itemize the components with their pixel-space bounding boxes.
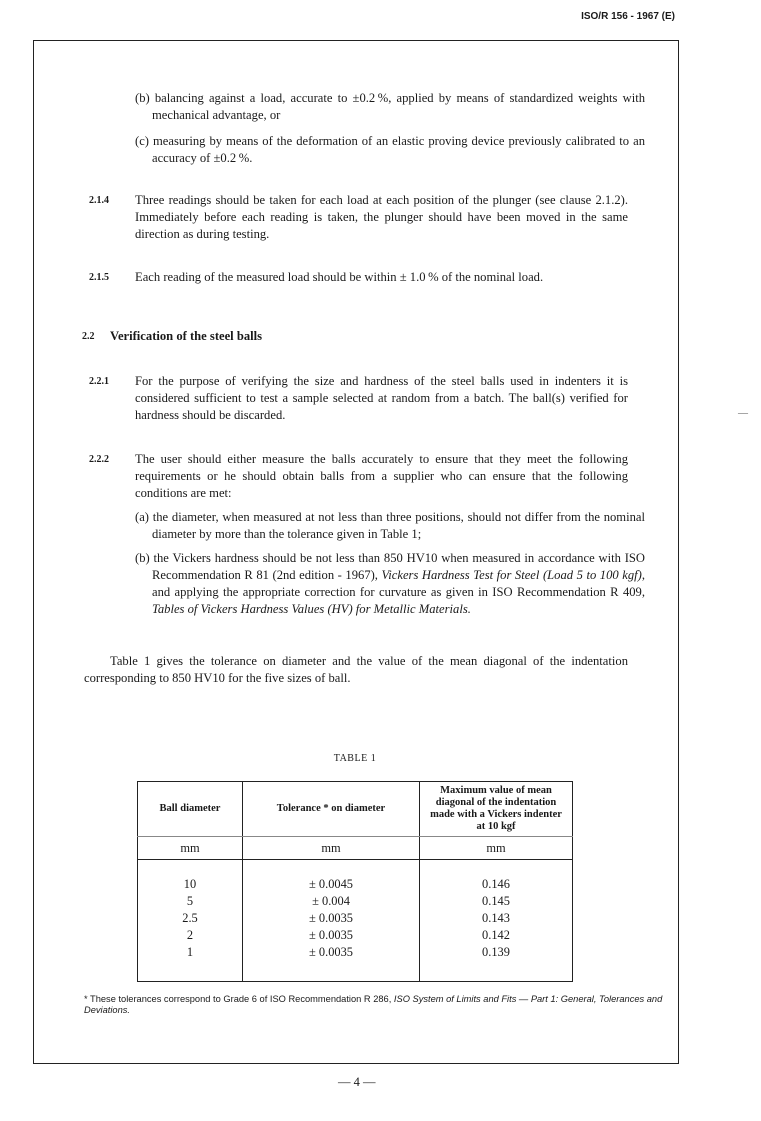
margin-mark: — [738, 408, 748, 419]
item-a-diameter: (a) the diameter, when measured at not less than three positions, should not differ from the nominal diameter by more than the tolerance given in Table 1; [135, 510, 645, 541]
unit-cell: mm [420, 837, 573, 860]
unit-cell: mm [138, 837, 243, 860]
table-caption: TABLE 1 [333, 753, 377, 764]
document-header: ISO/R 156 - 1967 (E) [581, 11, 675, 22]
section-heading: Verification of the steel balls [110, 329, 263, 343]
header-cell: Tolerance * on diameter [243, 782, 420, 837]
table-body [138, 860, 573, 982]
table-cell: 2 [186, 928, 194, 942]
table-cell: 2.5 [182, 911, 198, 925]
table-cell: 10 [183, 877, 197, 891]
table-cell: ± 0.004 [312, 894, 350, 908]
mean-diagonal-column [420, 860, 573, 982]
table-cell: 0.146 [482, 877, 510, 891]
page-number: — 4 — [338, 1075, 376, 1089]
tolerance-column [243, 860, 420, 982]
table-cell: 1 [186, 945, 194, 959]
ball-diameter-column [138, 860, 243, 982]
table-cell: ± 0.0035 [309, 928, 353, 942]
clause-number: 2.2.1 [89, 376, 109, 387]
table-cell: 0.142 [482, 928, 510, 942]
clause-2-1-5: Each reading of the measured load should be within ± 1.0 % of the nominal load. [135, 270, 544, 284]
header-cell: Maximum value of mean diagonal of the indentation made with a Vickers indenter at 10 kgf [420, 782, 573, 837]
table-cell: 0.143 [482, 911, 510, 925]
table-intro: Table 1 gives the tolerance on diameter and the value of the mean diagonal of the indentation corresponding to 850 HV10 for the five sizes of ball. [84, 654, 628, 685]
item-b-balancing: (b) balancing against a load, accurate to ±0.2 %, applied by means of standardized weights with mechanical advantage, or [135, 91, 645, 122]
tolerance-table [137, 781, 573, 982]
item-b-hardness [135, 550, 645, 618]
clause-number: 2.1.4 [89, 195, 109, 206]
clause-2-2-1: For the purpose of verifying the size and hardness of the steel balls used in indenters it is considered sufficient to test a sample selected at random from a batch. The ball(s) verified for hardness should be discarded. [135, 374, 628, 422]
text: , and applying the appropriate correction for curvature as given in ISO Recommendation R 409, [152, 568, 645, 599]
clause-2-1-4: Three readings should be taken for each load at each position of the plunger (see clause 2.1.2). Immediately before each reading is taken, the plunger should have been moved in the same direction as during testing. [135, 193, 628, 241]
reference-title: Vickers Hardness Test for Steel (Load 5 to 100 kgf) [381, 568, 642, 582]
table-cell: 5 [186, 894, 194, 908]
header-cell: Ball diameter [138, 782, 243, 837]
section-number: 2.2 [82, 331, 95, 342]
clause-2-2-2: The user should either measure the balls accurately to ensure that they meet the following requirements or he should obtain balls from a supplier who can ensure that the following conditions are met: [135, 452, 628, 500]
reference-title: Tables of Vickers Hardness Values (HV) for Metallic Materials. [152, 602, 471, 616]
text: (b) the Vickers hardness should be not less than 850 HV10 when measured in accordance with ISO Recommendation R 81 (2nd edition - 1967), [135, 551, 645, 582]
footnote-reference: ISO System of Limits and Fits — Part 1: General, Tolerances and Deviations. [84, 994, 663, 1015]
table-cell: ± 0.0045 [309, 877, 353, 891]
footnote [84, 994, 684, 1016]
clause-number: 2.1.5 [89, 272, 109, 283]
table-cell: 0.145 [482, 894, 510, 908]
clause-number: 2.2.2 [89, 454, 109, 465]
table-header-row [138, 782, 573, 837]
footnote-text: * These tolerances correspond to Grade 6 of ISO Recommendation R 286, [84, 994, 394, 1004]
unit-cell: mm [243, 837, 420, 860]
table-cell: ± 0.0035 [309, 945, 353, 959]
table-cell: ± 0.0035 [309, 911, 353, 925]
table-cell: 0.139 [482, 945, 510, 959]
item-c-measuring: (c) measuring by means of the deformation of an elastic proving device previously calibrated to an accuracy of ±0.2 %. [135, 134, 645, 165]
table-units-row [138, 837, 573, 860]
